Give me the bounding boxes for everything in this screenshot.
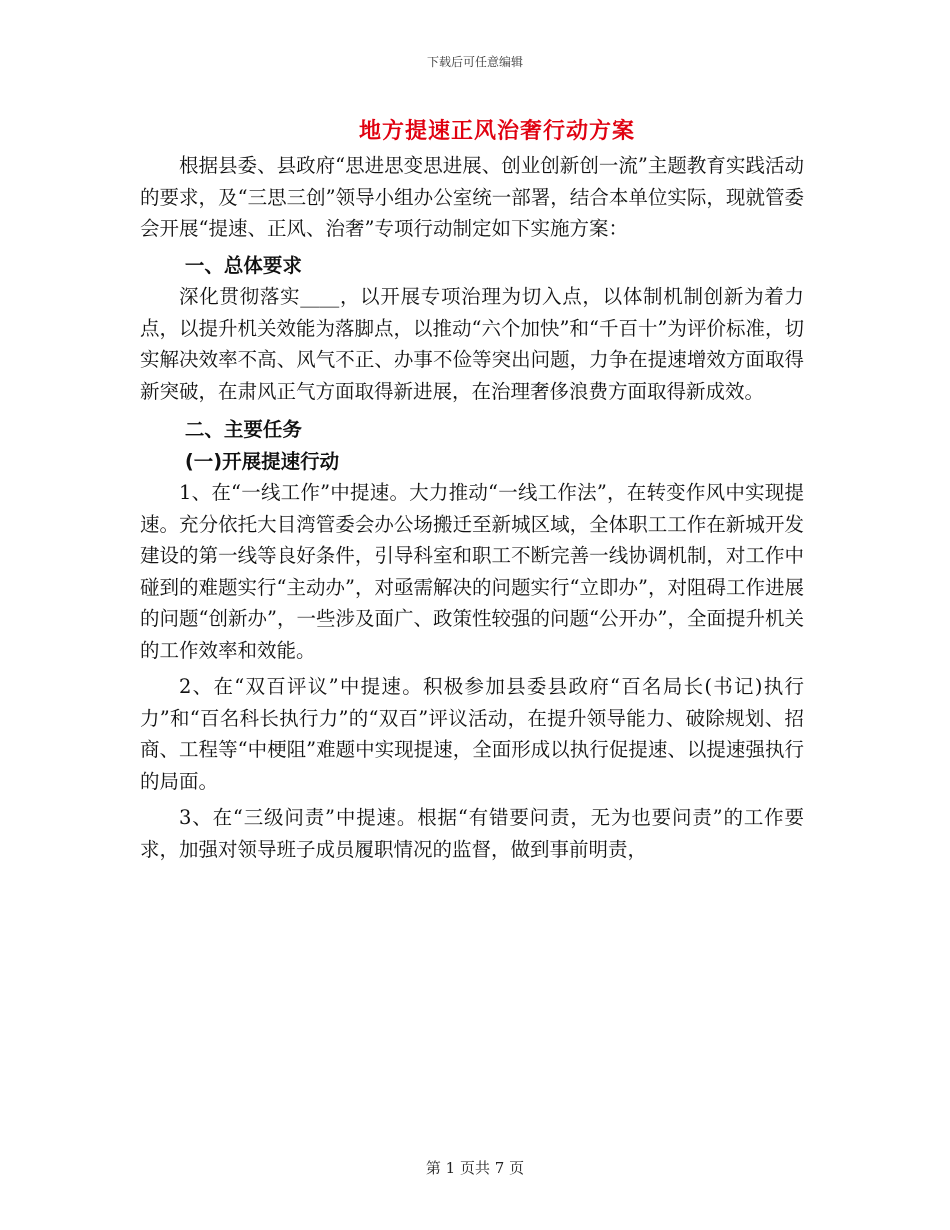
document-title: 地方提速正风治奢行动方案 — [358, 118, 635, 144]
intro-paragraph: 根据县委、县政府“思进思变思进展、创业创新创一流”主题教育实践活动的要求，及“三思三创”领导小组办公室统一部署，结合本单位实际，现就管委会开展“提速、正风、治奢”专项行动制定如下实施方案： — [140, 154, 804, 240]
task-item-1: 1、在“一线工作”中提速。大力推动“一线工作法”，在转变作风中实现提速。充分依托大目湾管委会办公场搬迁至新城区域，全体职工工作在新城开发建设的第一线等良好条件，引导科室和职工不断完善一线协调机制，对工作中碰到的难题实行“主动办”，对亟需解决的问题实行“立即办”，对阻碍工作进展的问题“创新办”，一些涉及面广、政策性较强的问题“公开办”，全面提升机关的工作效率和效能。 — [140, 481, 804, 662]
task-item-2: 2、在“双百评议”中提速。积极参加县委县政府“百名局长(书记)执行力”和“百名科长执行力”的“双百”评议活动，在提升领导能力、破除规划、招商、工程等“中梗阻”难题中实现提速，全面形成以执行促提速、以提速强执行的局面。 — [140, 675, 804, 793]
page-indicator: 第 1 页共 7 页 — [425, 1159, 525, 1177]
task-item-3: 3、在“三级问责”中提速。根据“有错要问责，无为也要问责”的工作要求，加强对领导班子成员履职情况的监督，做到事前明责， — [140, 806, 804, 861]
subsection-heading-speed-action: (一)开展提速行动 — [184, 449, 340, 473]
document-body — [140, 150, 804, 865]
header-note: 下载后可任意编辑 — [426, 55, 523, 69]
section-paragraph-overall-requirements: 深化贯彻落实____，以开展专项治理为切入点，以体制机制创新为着力点，以提升机关效能为落脚点，以推动“六个加快”和“千百十”为评价标准，切实解决效率不高、风气不正、办事不俭等突出问题，力争在提速增效方面取得新突破，在肃风正气方面取得新进展，在治理奢侈浪费方面取得新成效。 — [140, 285, 804, 403]
section-heading-main-tasks: 二、主要任务 — [184, 418, 302, 441]
section-heading-overall-requirements: 一、总体要求 — [184, 253, 302, 277]
